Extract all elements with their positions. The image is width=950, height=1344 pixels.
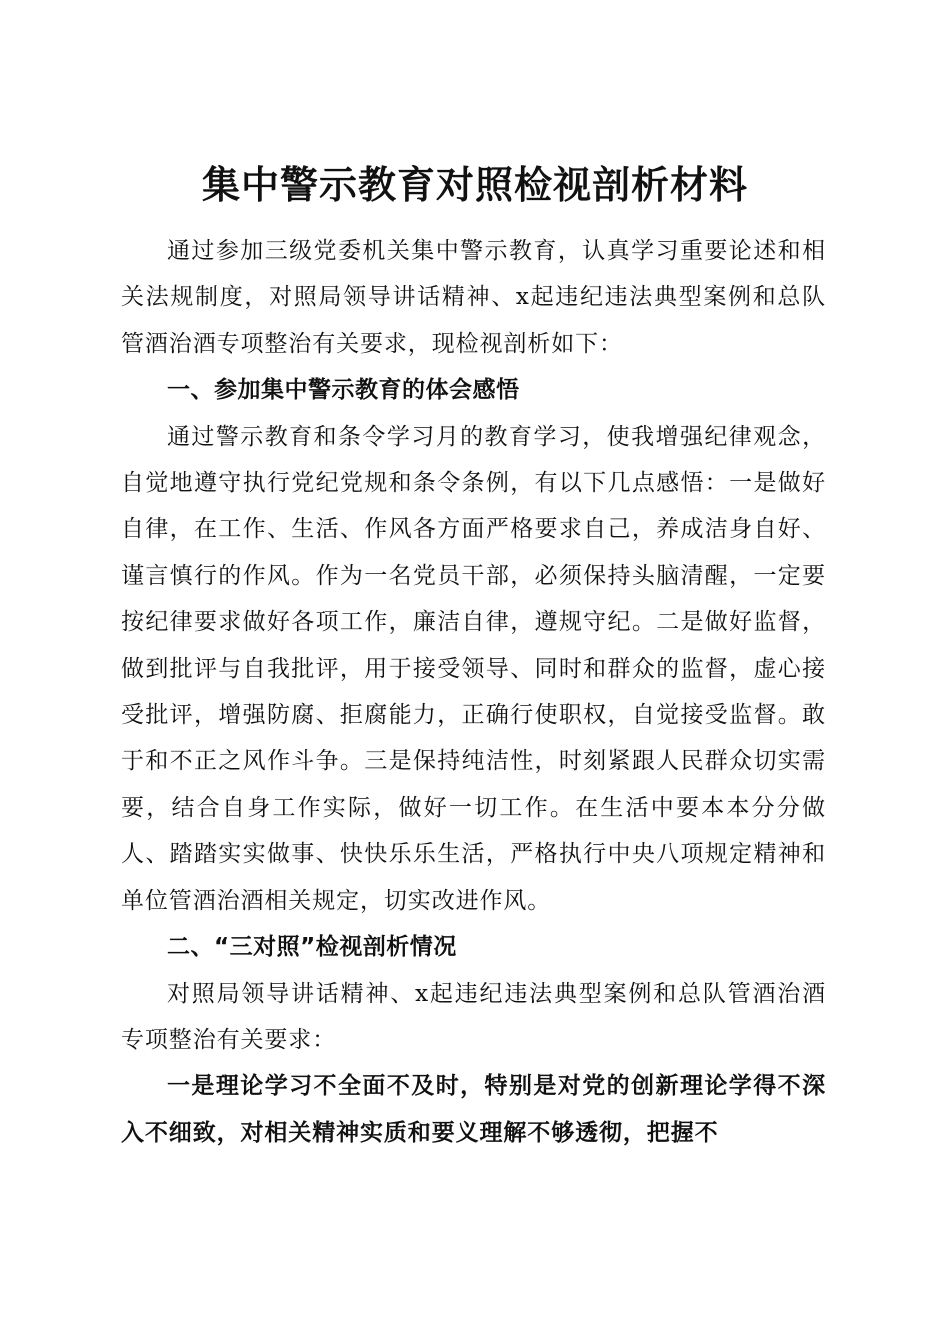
document-title: 集中警示教育对照检视剖析材料 bbox=[201, 162, 748, 208]
intro-paragraph: 通过参加三级党委机关集中警示教育，认真学习重要论述和相关法规制度，对照局领导讲话精神、x起违纪违法典型案例和总队管酒治酒专项整治有关要求，现检视剖析如下： bbox=[121, 238, 826, 357]
section-1-paragraph: 通过警示教育和条令学习月的教育学习，使我增强纪律观念，自觉地遵守执行党纪党规和条令条例，有以下几点感悟：一是做好自律，在工作、生活、作风各方面严格要求自己，养成洁身自好、谨言慎行的作风。作为一名党员干部，必须保持头脑清醒，一定要按纪律要求做好各项工作，廉洁自律，遵规守纪。二是做好监督，做到批评与自我批评，用于接受领导、同时和群众的监督，虚心接受批评，增强防腐、拒腐能力，正确行使职权，自觉接受监督。敢于和不正之风作斗争。三是保持纯洁性，时刻紧跟人民群众切实需要，结合自身工作实际，做好一切工作。在生活中要本本分分做人、踏踏实实做事、快快乐乐生活，严格执行中央八项规定精神和单位管酒治酒相关规定，切实改进作风。 bbox=[121, 423, 826, 914]
point-1-paragraph: 一是理论学习不全面不及时，特别是对党的创新理论学得不深入不细致，对相关精神实质和要义理解不够透彻，把握不 bbox=[121, 1072, 826, 1146]
section-2-heading: 二、“三对照”检视剖析情况 bbox=[167, 934, 457, 961]
section-2-intro-paragraph: 对照局领导讲话精神、x起违纪违法典型案例和总队管酒治酒专项整治有关要求： bbox=[121, 980, 826, 1053]
section-1-heading: 一、参加集中警示教育的体会感悟 bbox=[167, 377, 520, 404]
document-body bbox=[121, 228, 826, 1156]
